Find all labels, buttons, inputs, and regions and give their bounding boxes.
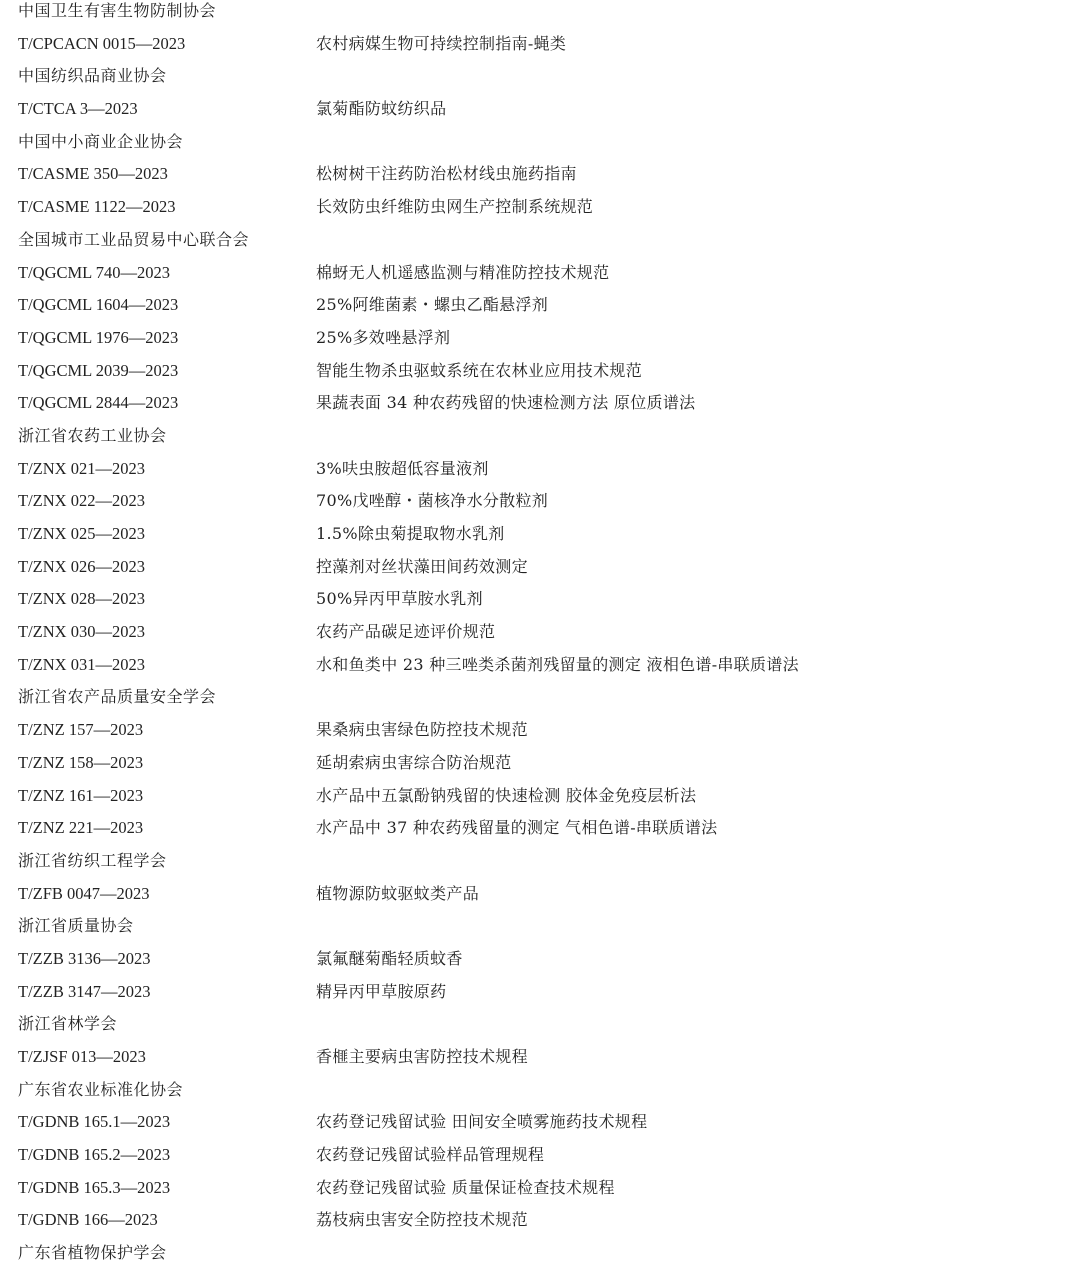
standard-row xyxy=(18,812,1068,845)
standard-title: 棉蚜无人机遥感监测与精准防控技术规范 xyxy=(316,262,610,282)
org-heading: 中国纺织品商业协会 xyxy=(18,66,167,86)
standard-row xyxy=(18,943,1068,976)
standard-row xyxy=(18,453,1068,486)
standard-row xyxy=(18,191,1068,224)
standard-title: 松树树干注药防治松材线虫施药指南 xyxy=(316,164,577,184)
standard-code: T/ZZB 3136—2023 xyxy=(18,948,151,968)
standard-title: 氯氟醚菊酯轻质蚊香 xyxy=(316,948,463,968)
standard-title: 25%阿维菌素・螺虫乙酯悬浮剂 xyxy=(316,295,549,315)
standard-row xyxy=(18,714,1068,747)
standard-code: T/ZNZ 158—2023 xyxy=(18,752,144,772)
standard-title: 1.5%除虫菊提取物水乳剂 xyxy=(316,524,505,543)
standard-title: 70%戊唑醇・菌核净水分散粒剂 xyxy=(316,491,549,511)
standard-code: T/QGCML 1604—2023 xyxy=(18,295,179,315)
standard-title: 农药登记残留试验 田间安全喷雾施药技术规程 xyxy=(316,1112,648,1132)
standard-code: T/ZNX 026—2023 xyxy=(18,556,145,576)
standard-code: T/GDNB 165.1—2023 xyxy=(18,1112,171,1132)
standard-title: 氯菊酯防蚊纺织品 xyxy=(316,99,447,119)
org-heading: 中国中小商业企业协会 xyxy=(18,131,184,151)
org-heading: 浙江省农产品质量安全学会 xyxy=(18,687,217,707)
org-heading: 浙江省质量协会 xyxy=(18,916,134,936)
standard-title: 农药产品碳足迹评价规范 xyxy=(316,622,496,642)
standard-code: T/GDNB 165.2—2023 xyxy=(18,1145,171,1165)
standard-row xyxy=(18,583,1068,616)
org-heading: 全国城市工业品贸易中心联合会 xyxy=(18,229,250,249)
standard-row xyxy=(18,257,1068,290)
standard-title: 长效防虫纤维防虫网生产控制系统规范 xyxy=(316,197,594,217)
standard-title: 25%多效唑悬浮剂 xyxy=(316,327,451,347)
standard-title: 农药登记残留试验 质量保证检查技术规程 xyxy=(316,1177,615,1197)
standard-row xyxy=(18,780,1068,813)
standard-code: T/QGCML 2844—2023 xyxy=(18,393,179,413)
standard-code: T/ZNZ 157—2023 xyxy=(18,720,144,740)
standard-code: T/ZNX 031—2023 xyxy=(18,654,145,674)
org-heading: 浙江省林学会 xyxy=(18,1014,118,1034)
standard-row xyxy=(18,289,1068,322)
standard-title: 水和鱼类中 23 种三唑类杀菌剂残留量的测定 液相色谱-串联质谱法 xyxy=(316,654,799,674)
standard-code: T/GDNB 166—2023 xyxy=(18,1210,158,1230)
standard-row xyxy=(18,518,1068,551)
standard-title: 精异丙甲草胺原药 xyxy=(316,981,447,1001)
standard-code: T/ZJSF 013—2023 xyxy=(18,1047,146,1066)
standard-row xyxy=(18,485,1068,518)
org-heading: 中国卫生有害生物防制协会 xyxy=(18,1,217,20)
standard-row xyxy=(18,93,1068,126)
standard-code: T/CASME 350—2023 xyxy=(18,164,168,184)
standard-title: 水产品中五氯酚钠残留的快速检测 胶体金免疫层析法 xyxy=(316,785,697,805)
org-heading: 浙江省农药工业协会 xyxy=(18,425,167,445)
standard-code: T/CASME 1122—2023 xyxy=(18,197,176,217)
standard-title: 植物源防蚊驱蚊类产品 xyxy=(316,883,480,903)
standard-row xyxy=(18,1172,1068,1205)
standard-code: T/ZNZ 161—2023 xyxy=(18,785,144,805)
standard-row xyxy=(18,976,1068,1009)
standard-title: 延胡索病虫害综合防治规范 xyxy=(316,752,512,772)
standard-code: T/QGCML 740—2023 xyxy=(18,262,171,282)
standard-title: 果桑病虫害绿色防控技术规范 xyxy=(316,720,528,740)
standard-row xyxy=(18,878,1068,911)
standard-row xyxy=(18,28,1068,61)
standard-code: T/QGCML 1976—2023 xyxy=(18,327,179,347)
standard-code: T/ZNX 021—2023 xyxy=(18,458,145,478)
standard-title: 农村病媒生物可持续控制指南-蝇类 xyxy=(316,33,567,53)
standard-row xyxy=(18,1139,1068,1172)
standard-row xyxy=(18,158,1068,191)
standard-title: 农药登记残留试验样品管理规程 xyxy=(316,1145,545,1165)
standard-row xyxy=(18,387,1068,420)
org-heading: 广东省植物保护学会 xyxy=(18,1243,167,1263)
standard-code: T/ZNX 025—2023 xyxy=(18,524,145,543)
standard-code: T/ZZB 3147—2023 xyxy=(18,981,151,1001)
standard-title: 果蔬表面 34 种农药残留的快速检测方法 原位质谱法 xyxy=(316,393,696,413)
standard-title: 50%异丙甲草胺水乳剂 xyxy=(316,589,483,609)
standard-title: 水产品中 37 种农药残留量的测定 气相色谱-串联质谱法 xyxy=(316,818,718,838)
standard-code: T/GDNB 165.3—2023 xyxy=(18,1177,171,1197)
standard-title: 智能生物杀虫驱蚊系统在农林业应用技术规范 xyxy=(316,360,643,380)
standard-code: T/ZNX 022—2023 xyxy=(18,491,145,511)
standards-list xyxy=(18,0,1068,1270)
standard-title: 控藻剂对丝状藻田间药效测定 xyxy=(316,556,528,576)
standard-code: T/ZNZ 221—2023 xyxy=(18,818,144,838)
standard-code: T/QGCML 2039—2023 xyxy=(18,360,179,380)
standard-title: 香榧主要病虫害防控技术规程 xyxy=(316,1047,528,1066)
standard-row xyxy=(18,649,1068,682)
standard-code: T/CTCA 3—2023 xyxy=(18,99,138,119)
standard-code: T/CPCACN 0015—2023 xyxy=(18,33,186,53)
standard-row xyxy=(18,616,1068,649)
org-heading: 广东省农业标准化协会 xyxy=(18,1079,184,1099)
standard-row xyxy=(18,1041,1068,1074)
standard-row xyxy=(18,1204,1068,1237)
standard-row xyxy=(18,322,1068,355)
standard-row xyxy=(18,355,1068,388)
standard-row xyxy=(18,1106,1068,1139)
standard-title: 3%呋虫胺超低容量液剂 xyxy=(316,458,489,478)
standard-title: 荔枝病虫害安全防控技术规范 xyxy=(316,1210,528,1230)
org-heading: 浙江省纺织工程学会 xyxy=(18,850,167,870)
standard-code: T/ZNX 028—2023 xyxy=(18,589,145,609)
standard-code: T/ZFB 0047—2023 xyxy=(18,883,150,903)
standard-row xyxy=(18,747,1068,780)
standard-row xyxy=(18,551,1068,584)
standard-code: T/ZNX 030—2023 xyxy=(18,622,145,642)
